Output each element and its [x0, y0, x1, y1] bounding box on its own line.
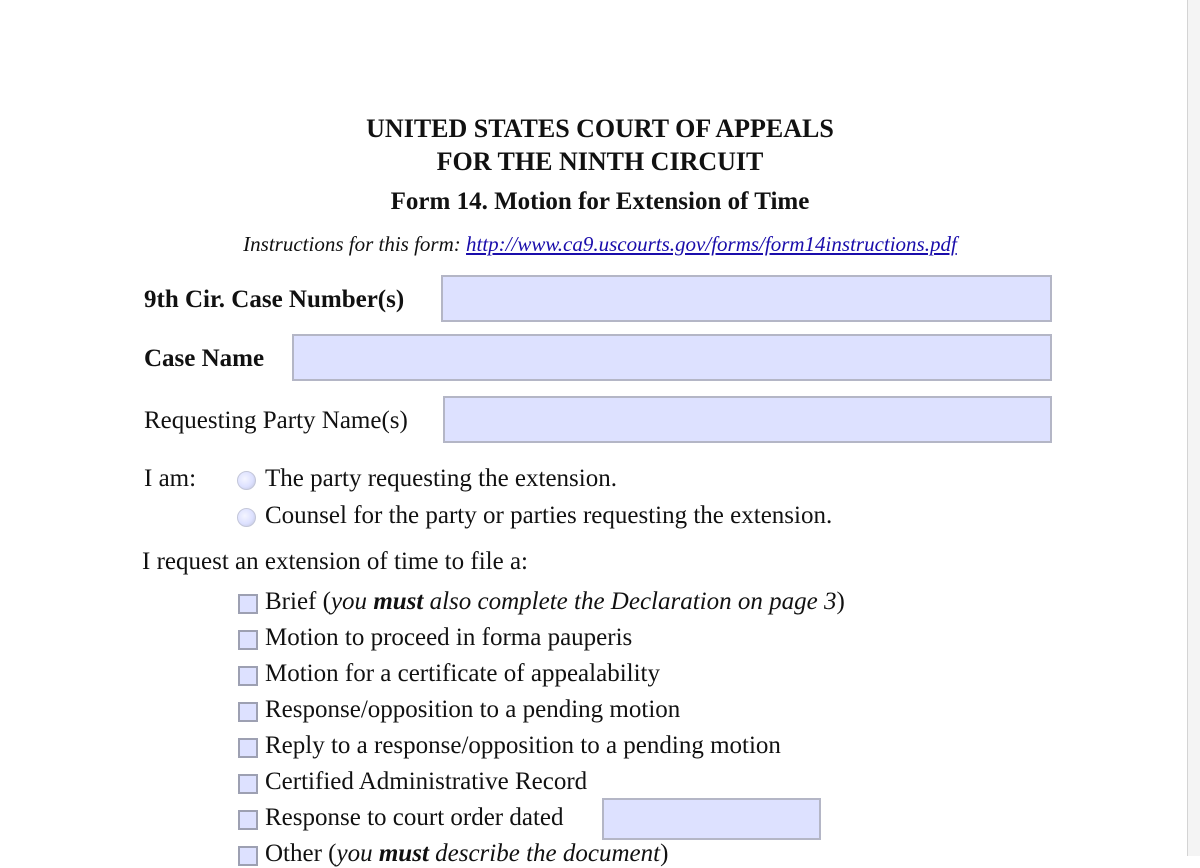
party-name-label: Requesting Party Name(s)	[144, 407, 408, 434]
court-order-date-field[interactable]	[602, 798, 821, 840]
form-title: Form 14. Motion for Extension of Time	[390, 188, 810, 215]
checkbox-admin-record[interactable]	[238, 774, 258, 794]
checkbox-reply-label: Reply to a response/opposition to a pending motion	[265, 732, 781, 759]
party-name-field[interactable]	[443, 396, 1052, 443]
other-close: )	[660, 840, 669, 867]
other-must: must	[378, 840, 429, 867]
case-number-field[interactable]	[441, 275, 1052, 322]
checkbox-ifp-label: Motion to proceed in forma pauperis	[265, 624, 633, 651]
radio-party-label: The party requesting the extension.	[265, 465, 617, 492]
checkbox-court-order-label: Response to court order dated	[265, 804, 564, 831]
case-number-label: 9th Cir. Case Number(s)	[144, 286, 405, 313]
radio-counsel[interactable]	[237, 508, 256, 527]
checkbox-coa-label: Motion for a certificate of appealability	[265, 660, 660, 687]
radio-counsel-label: Counsel for the party or parties requesting the extension.	[265, 502, 833, 529]
other-you: you	[336, 840, 379, 867]
checkbox-court-order[interactable]	[238, 810, 258, 830]
brief-note: also complete the Declaration on page 3	[423, 588, 837, 615]
checkbox-response[interactable]	[238, 702, 258, 722]
checkbox-admin-record-label: Certified Administrative Record	[265, 768, 588, 795]
checkbox-coa[interactable]	[238, 666, 258, 686]
brief-you: you	[330, 588, 374, 615]
brief-text: Brief (	[265, 588, 331, 615]
instructions-link[interactable]: http://www.ca9.uscourts.gov/forms/form14instructions.pdf	[466, 232, 957, 256]
other-text: Other (	[265, 840, 337, 867]
brief-must: must	[373, 588, 424, 615]
instructions-label: Instructions for this form:	[243, 232, 461, 256]
court-title-line1: UNITED STATES COURT OF APPEALS	[366, 114, 834, 143]
checkbox-brief[interactable]	[238, 594, 258, 614]
checkbox-ifp[interactable]	[238, 630, 258, 650]
request-label: I request an extension of time to file a:	[142, 548, 528, 575]
iam-label: I am:	[144, 465, 197, 492]
radio-party[interactable]	[237, 471, 256, 490]
checkbox-other-label	[265, 840, 668, 868]
case-name-label: Case Name	[144, 345, 265, 372]
case-name-field[interactable]	[292, 334, 1052, 381]
court-title-line2: FOR THE NINTH CIRCUIT	[436, 147, 764, 176]
other-note: describe the document	[428, 840, 661, 867]
instructions-line	[0, 232, 1200, 257]
checkbox-reply[interactable]	[238, 738, 258, 758]
checkbox-response-label: Response/opposition to a pending motion	[265, 696, 681, 723]
checkbox-other[interactable]	[238, 846, 258, 866]
brief-close: )	[836, 588, 845, 615]
checkbox-brief-label	[265, 588, 845, 616]
